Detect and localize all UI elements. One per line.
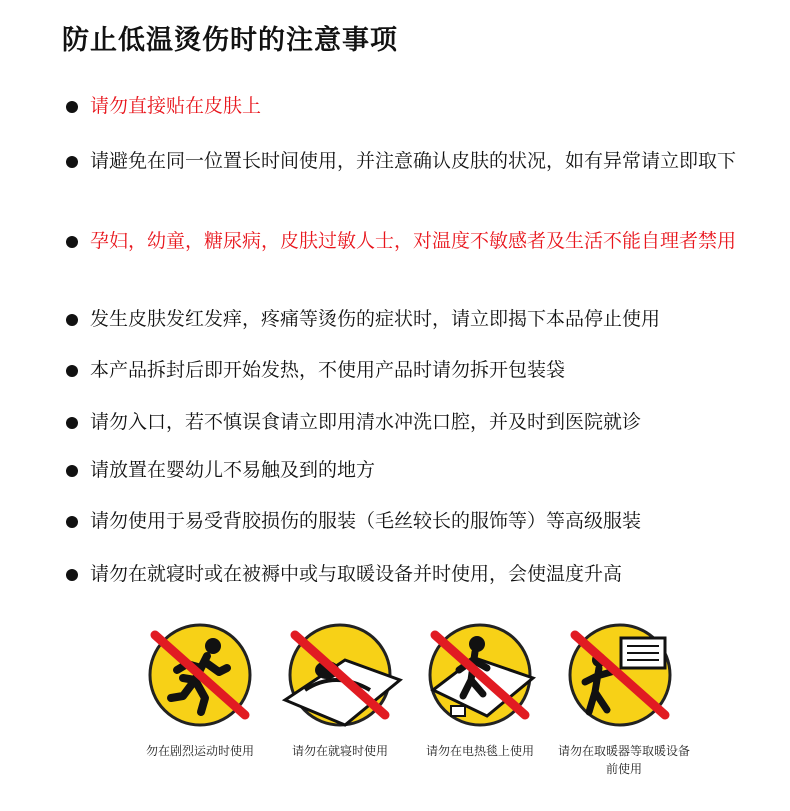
list-item <box>62 145 742 178</box>
bullet-icon <box>66 365 78 377</box>
heater-icon <box>555 620 685 730</box>
list-item-text: 孕妇，幼童，糖尿病，皮肤过敏人士，对温度不敏感者及生活不能自理者禁用 <box>90 230 737 252</box>
list-item <box>62 454 742 487</box>
bullet-icon <box>66 465 78 477</box>
list-item-text: 发生皮肤发红发痒，疼痛等烫伤的症状时，请立即揭下本品停止使用 <box>90 308 661 330</box>
list-item-text: 请勿使用于易受背胶损伤的服装（毛丝较长的服饰等）等高级服装 <box>90 510 642 532</box>
list-item-text: 请放置在婴幼儿不易触及到的地方 <box>90 459 376 481</box>
list-item <box>62 505 742 538</box>
bullet-icon <box>66 516 78 528</box>
list-item <box>62 90 742 123</box>
bullet-icon <box>66 156 78 168</box>
bullet-icon <box>66 417 78 429</box>
list-item-text: 请勿在就寝时或在被褥中或与取暖设备并时使用，会使温度升高 <box>90 563 623 585</box>
list-item <box>62 303 742 336</box>
list-item <box>62 354 742 387</box>
electric-blanket-icon <box>415 620 545 730</box>
warning-caption: 请勿在就寝时使用 <box>291 744 388 758</box>
running-person-icon <box>135 620 265 730</box>
warning-caption: 请勿在电热毯上使用 <box>425 744 534 758</box>
list-item-text: 请避免在同一位置长时间使用，并注意确认皮肤的状况，如有异常请立即取下 <box>90 150 737 172</box>
warning-caption: 勿在剧烈运动时使用 <box>145 744 254 758</box>
list-item <box>62 225 742 258</box>
sleeping-person-icon <box>275 620 405 730</box>
list-item <box>62 558 742 591</box>
bullet-icon <box>66 569 78 581</box>
bullet-icon <box>66 236 78 248</box>
list-item-text: 请勿直接贴在皮肤上 <box>90 95 262 117</box>
page-title: 防止低温烫伤时的注意事项 <box>62 25 398 56</box>
list-item <box>62 406 742 439</box>
warning-caption: 请勿在取暖器等取暖设备前使用 <box>557 744 690 776</box>
bullet-icon <box>66 101 78 113</box>
list-item-text: 本产品拆封后即开始发热，不使用产品时请勿拆开包装袋 <box>90 359 566 381</box>
list-item-text: 请勿入口，若不慎误食请立即用清水冲洗口腔，并及时到医院就诊 <box>90 411 642 433</box>
bullet-icon <box>66 314 78 326</box>
